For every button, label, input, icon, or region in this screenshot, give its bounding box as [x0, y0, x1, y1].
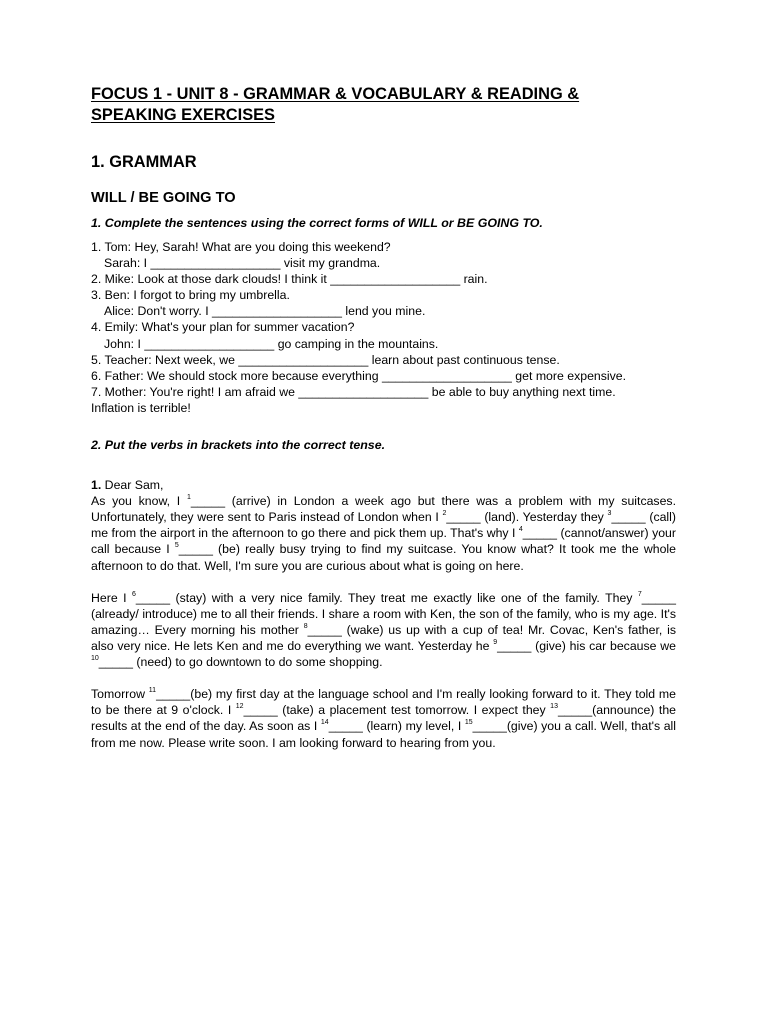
exercise-item	[91, 287, 676, 319]
exercise-item	[91, 352, 676, 368]
letter-text-fragment: _____ (stay) with a very nice family. They treat me exactly like one of the family. They	[135, 590, 638, 605]
blank-number: 6	[132, 590, 136, 598]
subheading-will-going-to: WILL / BE GOING TO	[91, 190, 236, 206]
exercise-line: 3. Ben: I forgot to bring my umbrella.	[91, 288, 290, 303]
blank-number: 4	[518, 526, 523, 534]
blank-number: 9	[493, 638, 498, 646]
blank-number: 13	[550, 703, 558, 711]
blank-number: 12	[235, 703, 244, 711]
instruction-exercise-1: 1. Complete the sentences using the correct forms of WILL or BE GOING TO.	[91, 216, 543, 230]
exercise-line-continuation: Inflation is terrible!	[91, 400, 191, 415]
letter-text-fragment: _____ (learn) my level, I	[328, 719, 465, 734]
blank-number: 14	[320, 719, 329, 727]
letter-paragraph	[91, 590, 676, 670]
exercise-item	[91, 239, 676, 271]
letter-text-fragment: _____ (need) to go downtown to do some shopping.	[98, 655, 383, 670]
letter-text-fragment: _____(give) you a call. Well, that's all from me now. Please write soon. I am looking forward to hearing from you.	[91, 719, 677, 750]
letter-text-fragment: _____ (land). Yesterday they	[446, 510, 608, 525]
letter-text-fragment: _____ (take) a placement test tomorrow. I expect they	[243, 703, 551, 718]
exercise-line: 4. Emily: What's your plan for summer vacation?	[91, 320, 355, 335]
letter-text-fragment: _____(announce) the results at the end of the day. As soon as I	[91, 703, 676, 734]
blank-number: 15	[464, 719, 473, 727]
exercise-line: 5. Teacher: Next week, we ___________________ learn about past continuous tense.	[91, 352, 560, 367]
letter-text-fragment: Here I	[91, 590, 132, 605]
exercise-reply-line: Alice: Don't worry. I ___________________ lend you mine.	[104, 304, 426, 319]
letter-number: 1.	[91, 478, 102, 493]
letter-text-fragment: _____ (cannot/answer) your call because I	[91, 526, 676, 557]
letter-text-fragment: _____ (arrive) in London a week ago but there was a problem with my suitcases. Unfortunately, they were sent to Paris instead of London when I	[91, 494, 676, 525]
blank-number: 10	[91, 655, 99, 663]
exercise-reply-line: Sarah: I ___________________ visit my grandma.	[104, 256, 381, 271]
section-heading-grammar: 1. GRAMMAR	[91, 153, 197, 171]
exercise-line: 1. Tom: Hey, Sarah! What are you doing this weekend?	[91, 240, 391, 254]
letter-text-fragment: _____ (call) me from the airport in the afternoon to go there and pick them up. That's why I	[91, 510, 676, 541]
letter-text	[91, 477, 676, 751]
blank-number: 5	[174, 542, 179, 550]
letter-text-fragment: _____ (give) his car because we	[497, 638, 676, 653]
exercise-reply-line: John: I ___________________ go camping in the mountains.	[104, 336, 439, 351]
title-line-2: SPEAKING EXERCISES	[91, 106, 275, 124]
letter-paragraph	[91, 686, 676, 750]
exercise-item	[91, 384, 676, 416]
blank-number: 1	[186, 494, 191, 502]
letter-greeting: Dear Sam,	[101, 478, 164, 493]
blank-number: 11	[148, 687, 157, 695]
document-title	[91, 84, 676, 126]
blank-number: 3	[607, 510, 612, 518]
title-line-1: FOCUS 1 - UNIT 8 - GRAMMAR & VOCABULARY & READING &	[91, 85, 580, 103]
exercise-line: 6. Father: We should stock more because everything ___________________ get more expensive.	[91, 368, 627, 383]
letter-text-fragment: _____ (already/ introduce) me to all their friends. I share a room with Ken, the son of the family, who is my age. It's amazing… Every morning his mother	[91, 590, 676, 637]
exercise-item	[91, 271, 676, 287]
letter-text-fragment: As you know, I	[91, 494, 187, 509]
exercise-line: 2. Mike: Look at those dark clouds! I think it ___________________ rain.	[91, 272, 488, 287]
letter-text-fragment: Tomorrow	[91, 687, 149, 702]
letter-text-fragment: _____ (wake) us up with a cup of tea! Mr. Covac, Ken's father, is also very nice. He lets Ken and me do everything we want. Yesterday he	[91, 622, 676, 653]
letter-text-fragment: _____ (be) really busy trying to find my suitcase. You know what? It took me the whole afternoon to do that. Well, I'm sure you are curious about what is going on here.	[91, 542, 677, 573]
letter-text-fragment: _____(be) my first day at the language school and I'm really looking forward to it. They told me to be there at 9 o'clock. I	[91, 687, 676, 718]
exercise-line: 7. Mother: You're right! I am afraid we ___________________ be able to buy anything next time.	[91, 384, 616, 399]
exercise-item	[91, 368, 676, 384]
blank-number: 8	[303, 622, 308, 630]
blank-number: 2	[442, 510, 447, 518]
exercise-1-list	[91, 239, 676, 416]
blank-number: 7	[637, 590, 642, 598]
instruction-exercise-2: 2. Put the verbs in brackets into the correct tense.	[91, 438, 386, 453]
letter-paragraph	[91, 477, 676, 574]
exercise-item	[91, 319, 676, 351]
